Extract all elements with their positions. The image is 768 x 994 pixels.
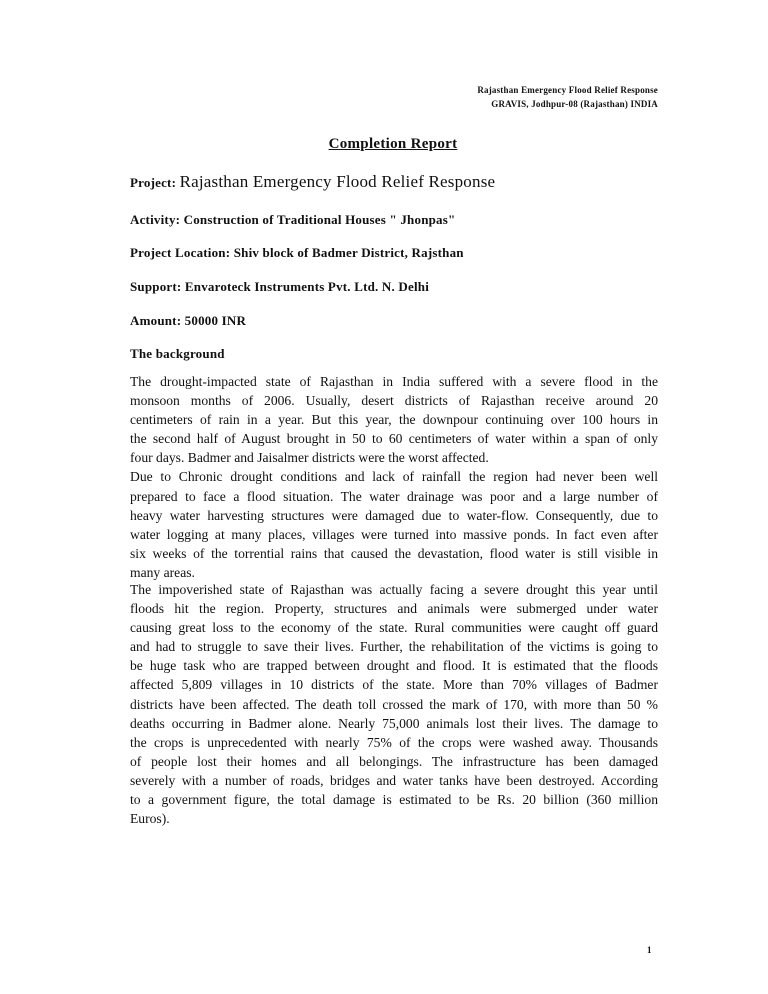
page-number: 1 [647,945,652,955]
text-line: monsoon months of 2006. Usually, desert districts of Rajasthan receive around 20 [130,393,658,409]
text-line: deaths occurring in Badmer alone. Nearly 75,000 animals lost their lives. The damage to [130,715,658,731]
paragraph-2 [130,580,658,828]
text-line: of people lost their homes and all belongings. The infrastructure has been damaged [130,753,658,769]
text-line: affected 5,809 villages in 10 districts of the state. More than 70% villages of Badmer [130,677,658,693]
text-line: six weeks of the torrential rains that caused the devastation, flood water is still visible in [130,545,658,561]
text-line: causing great loss to the economy of the state. Rural communities were caught off guard [130,620,658,636]
location-field: Project Location: Shiv block of Badmer District, Rajsthan [130,245,464,260]
text-line: four days. Badmer and Jaisalmer districts were the worst affected. [130,450,489,466]
text-line: many areas. [130,564,195,580]
text-line: Euros). [130,811,170,827]
background-heading: The background [130,346,225,361]
activity-field: Activity: Construction of Traditional Houses " Jhonpas" [130,212,456,227]
text-line: Due to Chronic drought conditions and lack of rainfall the region had never been well [130,469,658,485]
support-field: Support: Envaroteck Instruments Pvt. Ltd. N. Delhi [130,279,430,294]
header-line-1: Rajasthan Emergency Flood Relief Response [477,85,658,95]
text-line: severely with a number of roads, bridges and water tanks have been destroyed. According [130,772,658,788]
paragraph-1 [130,372,658,582]
header-line-2: GRAVIS, Jodhpur-08 (Rajasthan) INDIA [491,99,658,109]
text-line: heavy water harvesting structures were damaged due to water-flow. Consequently, due to [130,507,658,523]
text-line: and had to struggle to save their lives. Further, the rehabilitation of the victims is going to [130,639,658,655]
text-line: centimeters of rain in a year. But this year, the downpour continuing over 100 hours in [130,412,658,428]
text-line: be huge task who are trapped between drought and flood. It is estimated that the floods [130,658,658,674]
page-title: Completion Report [328,136,458,152]
project-label: Project: [130,175,177,190]
text-line: The impoverished state of Rajasthan was actually facing a severe drought this year until [130,582,658,597]
text-line: the second half of August brought in 50 to 60 centimeters of water within a span of only [130,431,658,447]
text-line: water logging at many places, villages were turned into massive ponds. In fact even after [130,526,658,542]
text-line: The drought-impacted state of Rajasthan in India suffered with a severe flood in the [130,374,658,389]
text-line: districts have been affected. The death toll crossed the mark of 170, with more than 50 % [130,696,658,712]
text-line: to a government figure, the total damage is estimated to be Rs. 20 billion (360 million [130,792,658,808]
text-line: floods hit the region. Property, structures and animals were submerged under water [130,601,658,617]
project-field [130,172,495,192]
text-line: prepared to face a flood situation. The water drainage was poor and a large number of [130,488,658,504]
text-line: the crops is unprecedented with nearly 75% of the crops were washed away. Thousands [130,734,658,750]
amount-field: Amount: 50000 INR [130,313,247,328]
project-value: Rajasthan Emergency Flood Relief Response [179,172,496,191]
